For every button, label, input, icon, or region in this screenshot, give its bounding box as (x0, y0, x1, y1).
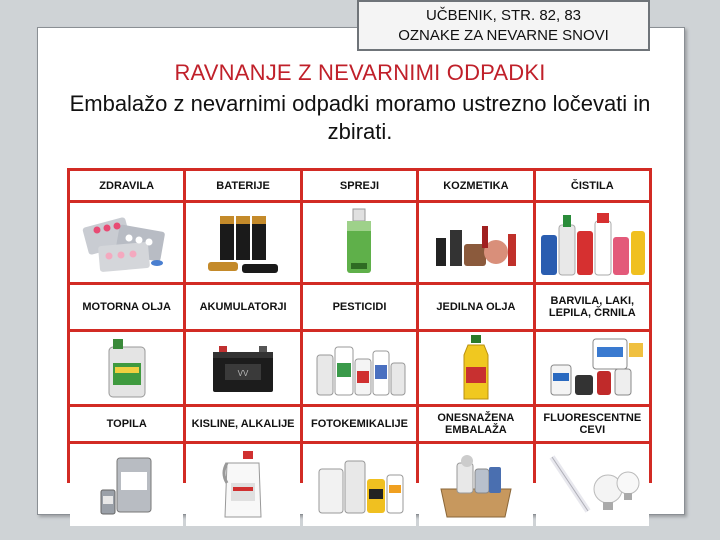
cooking-oil-icon (419, 332, 532, 404)
hazardous-waste-grid (67, 168, 652, 483)
category-label: SPREJI (303, 171, 416, 200)
textbook-reference-box (357, 0, 650, 51)
photo-chemicals-icon (303, 444, 416, 526)
cleaners-icon (536, 203, 649, 282)
category-label: BARVILA, LAKI, LEPILA, ČRNILA (536, 285, 649, 329)
category-label: TOPILA (70, 407, 183, 441)
car-battery-icon (186, 332, 299, 404)
svg-text:VV: VV (237, 369, 249, 378)
category-label: PESTICIDI (303, 285, 416, 329)
reference-line-1: UČBENIK, STR. 82, 83 (425, 7, 582, 24)
slide-subtitle: Embalažo z nevarnimi odpadki moramo ustrezno ločevati in zbirati. (69, 91, 651, 144)
contaminated-packaging-icon (419, 444, 532, 526)
category-label: FOTOKEMIKALIJE (303, 407, 416, 441)
fluorescent-tubes-icon (536, 444, 649, 526)
solvent-cans-icon (70, 444, 183, 526)
category-label: KOZMETIKA (419, 171, 532, 200)
category-label: MOTORNA OLJA (70, 285, 183, 329)
reference-line-2: OZNAKE ZA NEVARNE SNOVI (398, 27, 609, 44)
spray-can-icon (303, 203, 416, 282)
chemical-jug-icon (186, 444, 299, 526)
batteries-icon (186, 203, 299, 282)
cosmetics-icon (419, 203, 532, 282)
pesticides-icon (303, 332, 416, 404)
category-label: KISLINE, ALKALIJE (186, 407, 299, 441)
category-label: FLUORESCENTNE CEVI (536, 407, 649, 441)
category-label: AKUMULATORJI (186, 285, 299, 329)
pills-icon (70, 203, 183, 282)
slide-title: RAVNANJE Z NEVARNIMI ODPADKI (174, 60, 546, 85)
motor-oil-icon (70, 332, 183, 404)
category-label: ZDRAVILA (70, 171, 183, 200)
paint-buckets-icon (536, 332, 649, 404)
category-label: ONESNAŽENA EMBALAŽA (419, 407, 532, 441)
category-label: JEDILNA OLJA (419, 285, 532, 329)
category-label: BATERIJE (186, 171, 299, 200)
category-label: ČISTILA (536, 171, 649, 200)
